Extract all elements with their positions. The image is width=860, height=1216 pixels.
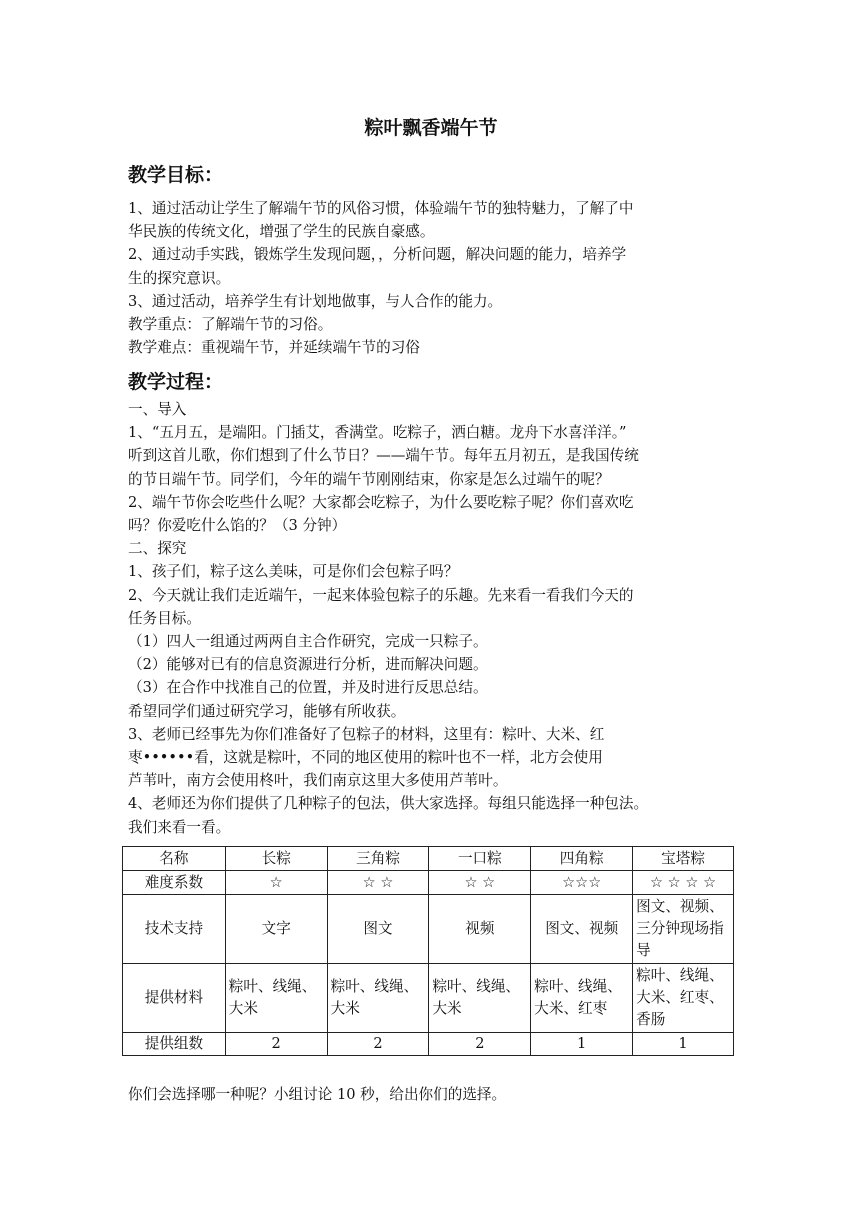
star-rating: ☆ ☆ [429,871,531,895]
table-header-cell: 一口粽 [429,847,531,871]
table-cell: 1 [633,1033,734,1056]
process-line: 希望同学们通过研究学习，能够有所收获。 [128,702,406,720]
table-row-materials [123,964,734,1033]
process-line: （3）在合作中找准自己的位置，并及时进行反思总结。 [128,679,488,697]
table-cell: 粽叶、线绳、大米 [225,964,327,1033]
star-rating: ☆ [225,871,327,895]
document-title: 粽叶飘香端午节 [364,117,498,139]
table-row-groups [123,1033,734,1056]
star-rating: ☆ ☆ ☆ ☆ [633,871,734,895]
process-line: 任务目标。 [128,609,201,627]
table-row-support [123,895,734,964]
row-label: 技术支持 [123,895,226,964]
table-header-cell: 四角粽 [531,847,633,871]
goals-line: 教学难点：重视端午节，并延续端午节的习俗 [128,339,420,357]
process-heading: 教学过程： [128,371,224,393]
table-cell: 图文 [327,895,429,964]
table-cell: 视频 [429,895,531,964]
table-cell: 粽叶、线绳、大米、红枣、香肠 [633,964,734,1033]
goals-line: 生的探究意识。 [128,269,231,287]
table-header-cell: 宝塔粽 [633,847,734,871]
star-rating: ☆☆☆ [531,871,633,895]
table-header-row [123,847,734,871]
table-cell: 2 [327,1033,429,1056]
process-line: 枣••••••看，这就是粽叶，不同的地区使用的粽叶也不一样，北方会使用 [128,749,603,767]
process-line: 二、探究 [128,540,187,558]
goals-heading: 教学目标： [128,164,224,186]
process-line: 2、今天就让我们走近端午，一起来体验包粽子的乐趣。先来看一看我们今天的 [128,586,634,604]
table-cell: 文字 [225,895,327,964]
process-line: 4、老师还为你们提供了几种粽子的包法，供大家选择。每组只能选择一种包法。 [128,795,649,813]
table-cell: 图文、视频、三分钟现场指导 [633,895,734,964]
process-line: 1、孩子们，粽子这么美味，可是你们会包粽子吗？ [128,563,459,581]
goals-line: 教学重点：了解端午节的习俗。 [128,316,333,334]
row-label: 难度系数 [123,871,226,895]
table-cell: 2 [225,1033,327,1056]
process-line: 3、老师已经事先为你们准备好了包粽子的材料，这里有：粽叶、大米、红 [128,725,605,743]
table-header-cell: 三角粽 [327,847,429,871]
process-line: 听到这首儿歌，你们想到了什么节日？——端午节。每年五月初五，是我国传统 [128,447,639,465]
goals-line: 华民族的传统文化，增强了学生的民族自豪感。 [128,223,435,241]
process-line: 我们来看一看。 [128,818,231,836]
row-label: 提供组数 [123,1033,226,1056]
goals-line: 2、通过动手实践，锻炼学生发现问题，，分析问题，解决问题的能力，培养学 [128,246,627,264]
process-line: （2）能够对已有的信息资源进行分析，进而解决问题。 [128,656,488,674]
process-line: 1、“五月五，是端阳。门插艾，香满堂。吃粽子，洒白糖。龙舟下水喜洋洋。” [128,424,627,442]
table-cell: 粽叶、线绳、大米 [327,964,429,1033]
process-line: 2、端午节你会吃些什么呢？大家都会吃粽子，为什么要吃粽子呢？你们喜欢吃 [128,493,634,511]
table-cell: 粽叶、线绳、大米 [429,964,531,1033]
table-cell: 图文、视频 [531,895,633,964]
process-line: 吗？你爱吃什么馅的？（3 分钟） [128,517,347,535]
closing-question: 你们会选择哪一种呢？小组讨论 10 秒，给出你们的选择。 [128,1086,507,1103]
process-line: 芦苇叶，南方会使用柊叶，我们南京这里大多使用芦苇叶。 [128,772,508,790]
process-line: 一、导入 [128,401,187,418]
star-rating: ☆ ☆ [327,871,429,895]
zongzi-table [122,846,734,1056]
table-header-cell: 名称 [123,847,226,871]
process-text [128,398,734,839]
table-row-difficulty [123,871,734,895]
goals-line: 1、通过活动让学生了解端午节的风俗习惯，体验端午节的独特魅力，了解了中 [128,200,634,217]
goals-line: 3、通过活动，培养学生有计划地做事，与人合作的能力。 [128,292,503,310]
table-cell: 2 [429,1033,531,1056]
row-label: 提供材料 [123,964,226,1033]
table-cell: 粽叶、线绳、大米、红枣 [531,964,633,1033]
table-header-cell: 长粽 [225,847,327,871]
process-line: 的节日端午节。同学们，今年的端午节刚刚结束，你家是怎么过端午的呢？ [128,470,610,488]
goals-text [128,197,734,359]
table-cell: 1 [531,1033,633,1056]
process-line: （1）四人一组通过两两自主合作研究，完成一只粽子。 [128,633,488,651]
